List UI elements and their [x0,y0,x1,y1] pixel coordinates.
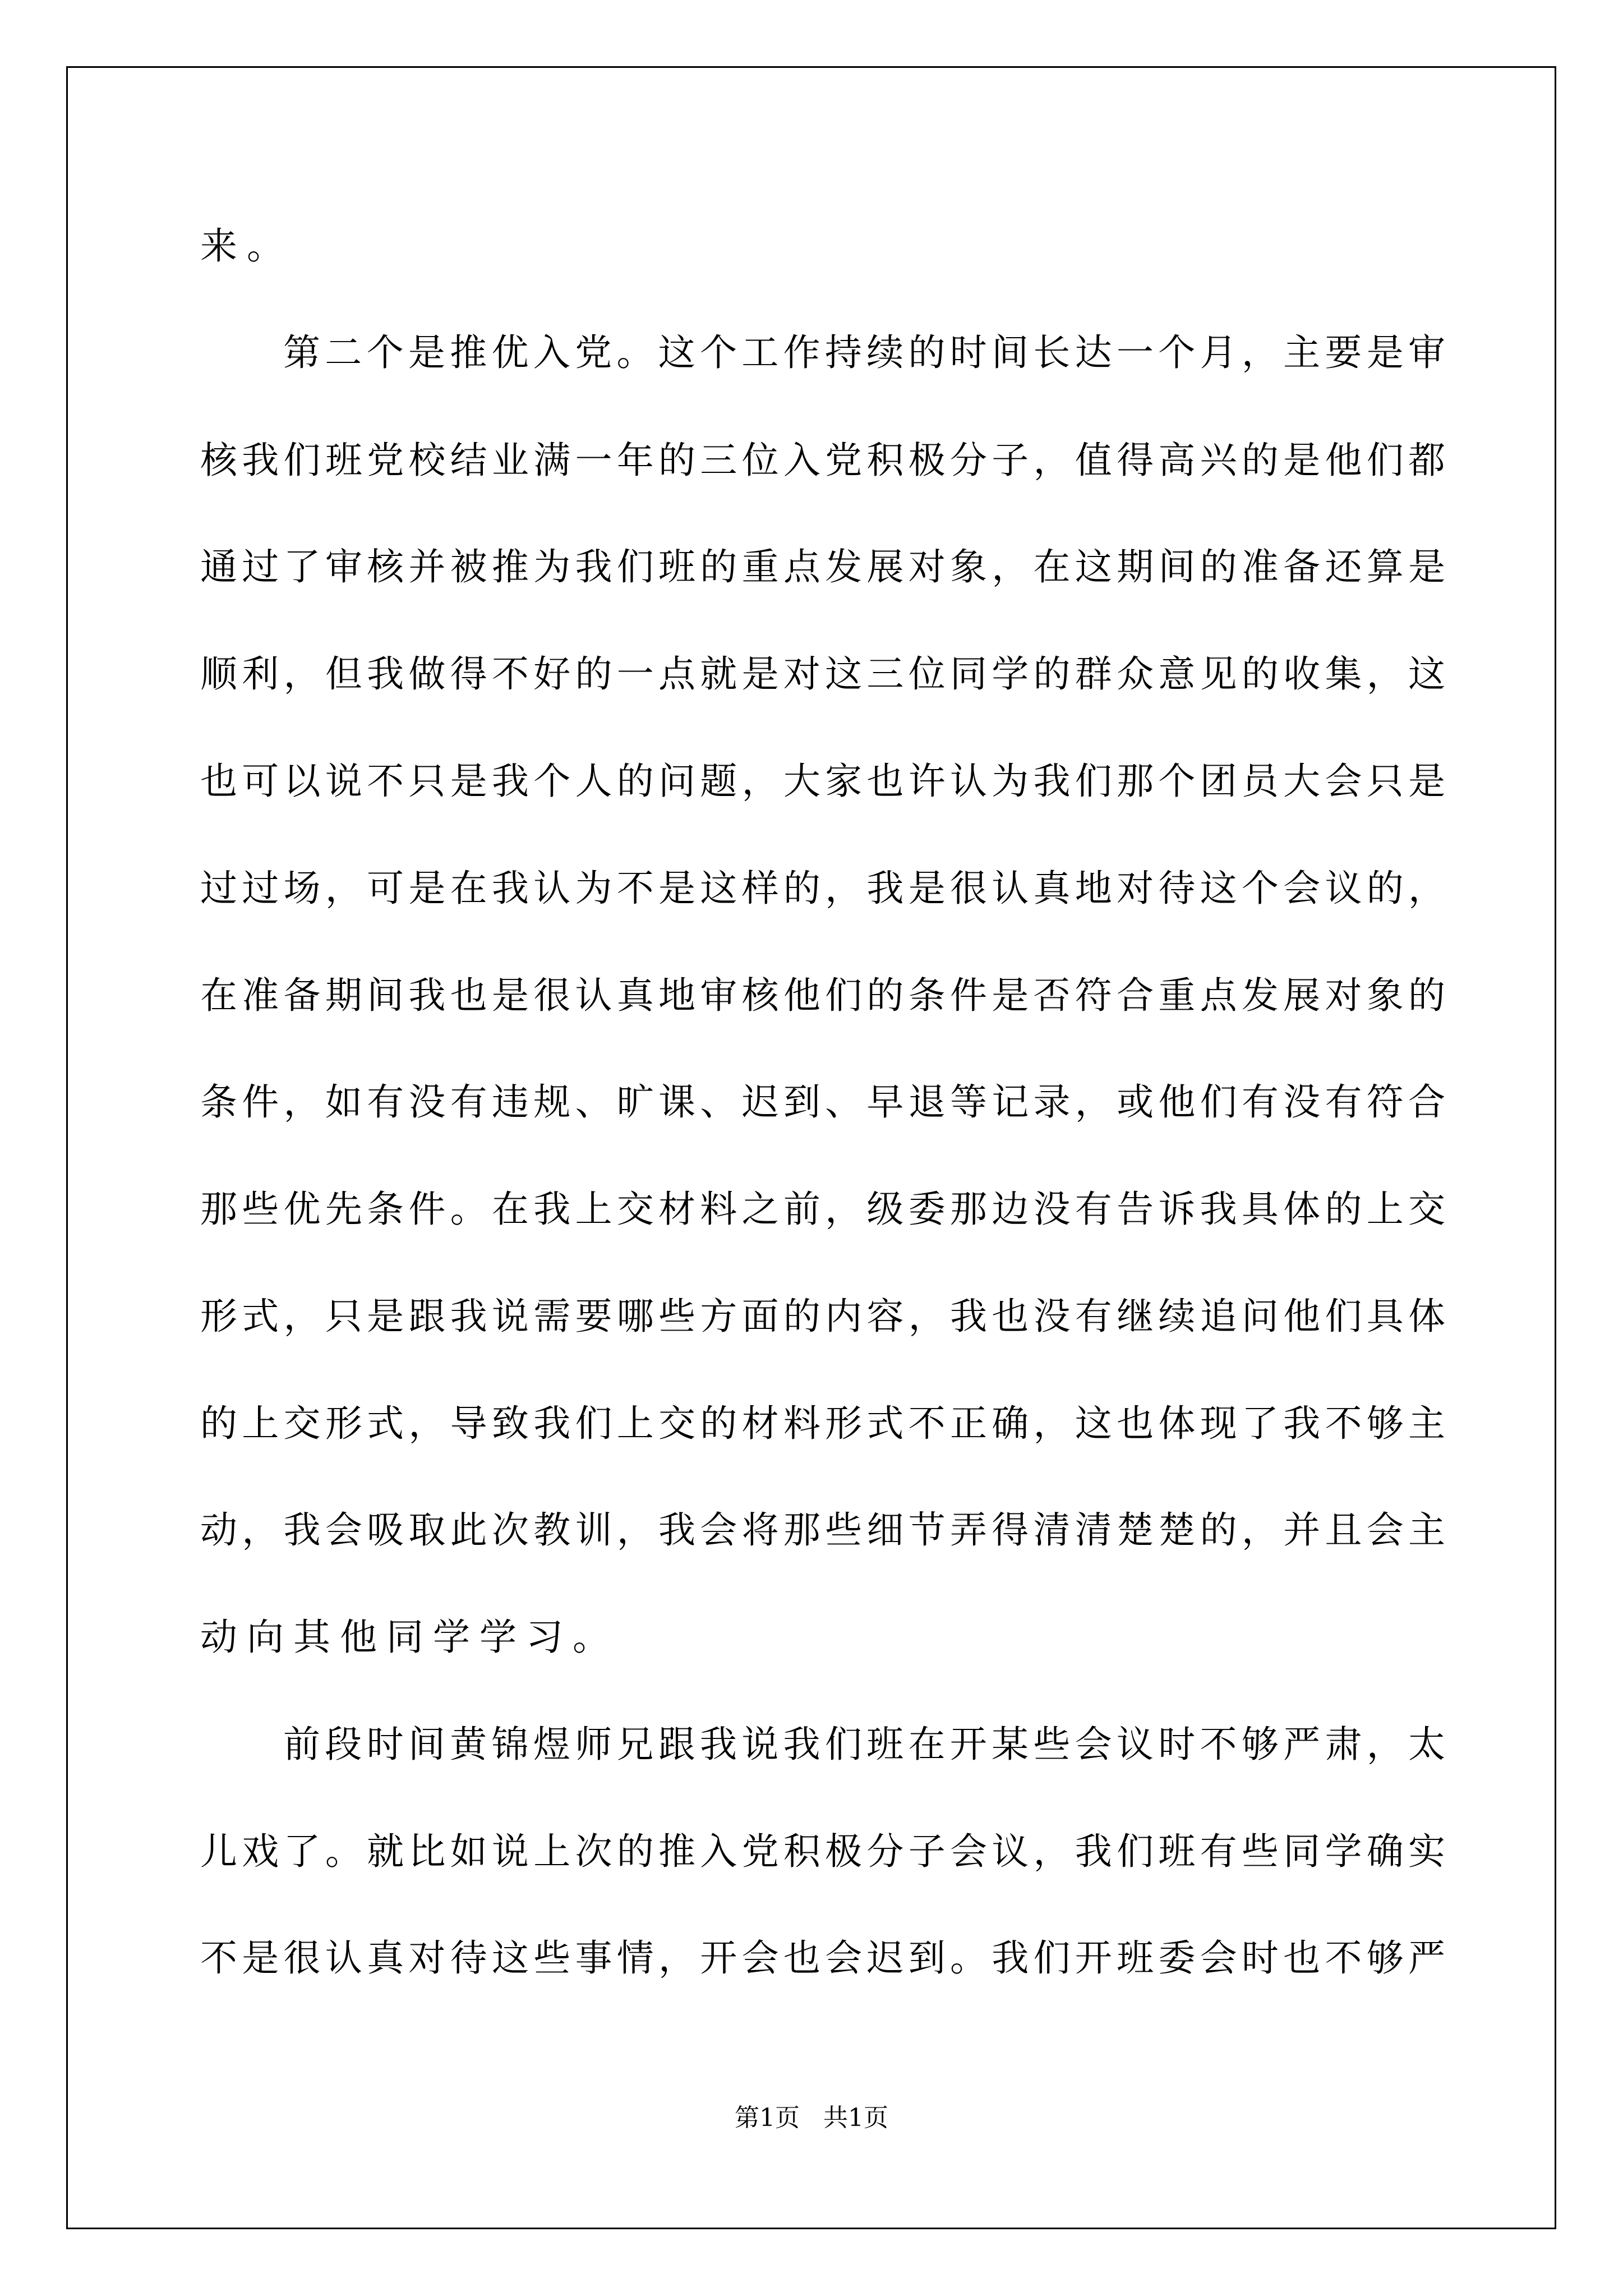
text-line: 前段时间黄锦煜师兄跟我说我们班在开某些会议时不够严肃，太 [283,1723,1445,1766]
text-line: 儿戏了。就比如说上次的推入党积极分子会议，我们班有些同学确实 [200,1830,1445,1873]
text-line: 不是很认真对待这些事情，开会也会迟到。我们开班委会时也不够严 [200,1936,1445,1980]
text-line: 核我们班党校结业满一年的三位入党积极分子，值得高兴的是他们都 [200,439,1445,482]
text-line: 也可以说不只是我个人的问题，大家也许认为我们那个团员大会只是 [200,760,1445,803]
text-line: 那些优先条件。在我上交材料之前，级委那边没有告诉我具体的上交 [200,1188,1445,1231]
text-line: 条件，如有没有违规、旷课、迟到、早退等记录，或他们有没有符合 [200,1080,1445,1124]
text-line: 顺利，但我做得不好的一点就是对这三位同学的群众意见的收集，这 [200,652,1445,696]
text-line: 来。 [200,224,293,268]
page-border [66,66,1556,2229]
page-number-footer: 第1页 共1页 [735,2104,888,2132]
text-line: 动向其他同学学习。 [200,1616,619,1659]
text-line: 的上交形式，导致我们上交的材料形式不正确，这也体现了我不够主 [200,1402,1445,1445]
text-line: 通过了审核并被推为我们班的重点发展对象，在这期间的准备还算是 [200,545,1445,588]
text-line: 形式，只是跟我说需要哪些方面的内容，我也没有继续追问他们具体 [200,1295,1445,1338]
text-line: 在准备期间我也是很认真地审核他们的条件是否符合重点发展对象的 [200,974,1445,1017]
text-line: 动，我会吸取此次教训，我会将那些细节弄得清清楚楚的，并且会主 [200,1508,1445,1552]
text-line: 第二个是推优入党。这个工作持续的时间长达一个月，主要是审 [283,331,1445,374]
text-line: 过过场，可是在我认为不是这样的，我是很认真地对待这个会议的， [200,867,1445,910]
